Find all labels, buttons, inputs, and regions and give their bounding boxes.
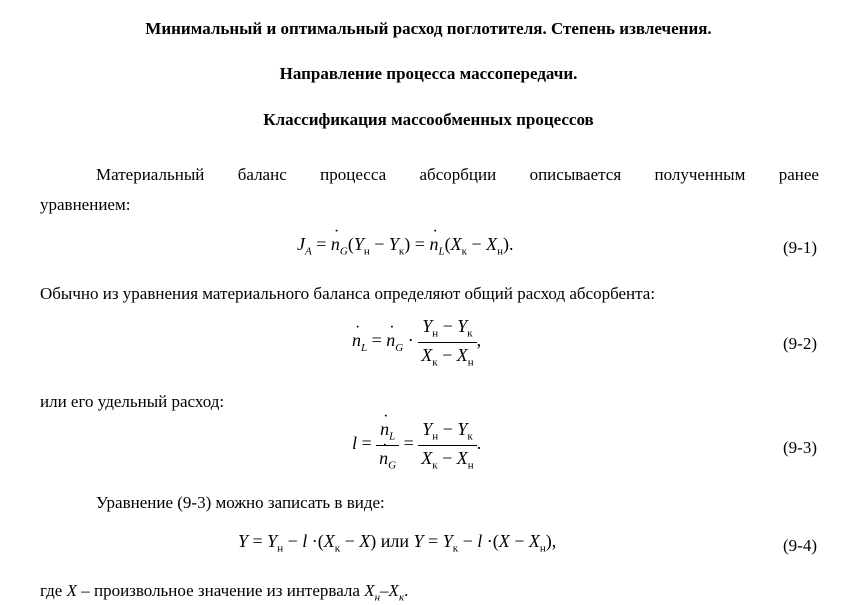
word: процесса [320, 165, 387, 184]
subscript-end: к [398, 591, 405, 604]
word: абсорбции [419, 165, 497, 184]
equation-9-2: · $n_L$ = · $n_G$ · $\frac{Y_н - Y_к}{X_к - X_н}$ , [352, 316, 481, 368]
equation-number: (9-3) [783, 438, 817, 457]
paragraph-total-flow: Обычно из уравнения материального баланса определяют общий расход абсорбента: [40, 284, 656, 303]
range-dash: – [380, 581, 389, 600]
paragraph-line-1 [40, 165, 819, 185]
equation-9-4: $Y = Y_н - l \cdot(X_к - X)$ или $Y = Y_к - l \cdot(X - X_н)$, [238, 531, 557, 555]
variable-x-start: X [364, 581, 375, 600]
variable-x-end: X [388, 581, 399, 600]
conjunction-or: или [380, 531, 410, 551]
fraction: · $n_L$ · $n_G$ [376, 419, 399, 471]
paragraph-specific-flow: или его удельный расход: [40, 392, 225, 411]
word: описывается [529, 165, 622, 184]
word: полученным [654, 165, 746, 184]
equation-9-3: l = · $n_L$ · $n_G$ = $\frac{Y_н - Y_к}{X_к - X_н}$ . [352, 419, 481, 471]
fraction: $\frac{Y_н - Y_к}{X_к - X_н}$ [418, 419, 476, 471]
section-title: Минимальный и оптимальный расход поглотителя. Степень извлечения. [145, 19, 712, 38]
text-where: где [40, 581, 63, 600]
paragraph-equation-form: Уравнение (9-3) можно записать в виде: [96, 493, 385, 512]
section-subtitle-direction: Направление процесса массопередачи. [279, 64, 578, 83]
fraction: $\frac{Y_н - Y_к}{X_к - X_н}$ [418, 316, 476, 368]
word: Материальный [96, 165, 205, 184]
word: баланс [237, 165, 287, 184]
paragraph-material-balance [40, 165, 819, 214]
period: . [404, 581, 409, 600]
paragraph-variable-definition [40, 581, 408, 603]
equation-number: (9-4) [783, 536, 817, 555]
section-subtitle-classification: Классификация массообменных процессов [263, 110, 594, 129]
word: ранее [778, 165, 819, 184]
equation-number: (9-2) [783, 334, 817, 353]
subscript-start: н [374, 591, 381, 604]
paragraph-line-2: уравнением: [40, 195, 131, 214]
text-description: – произвольное значение из интервала [76, 581, 365, 600]
equation-number: (9-1) [783, 238, 817, 257]
equation-9-1: $J_A$ = · $n_G(Y_н - Y_к)$ = · $n_L(X_к - X_н)$. [297, 234, 513, 258]
variable-x: X [66, 581, 77, 600]
